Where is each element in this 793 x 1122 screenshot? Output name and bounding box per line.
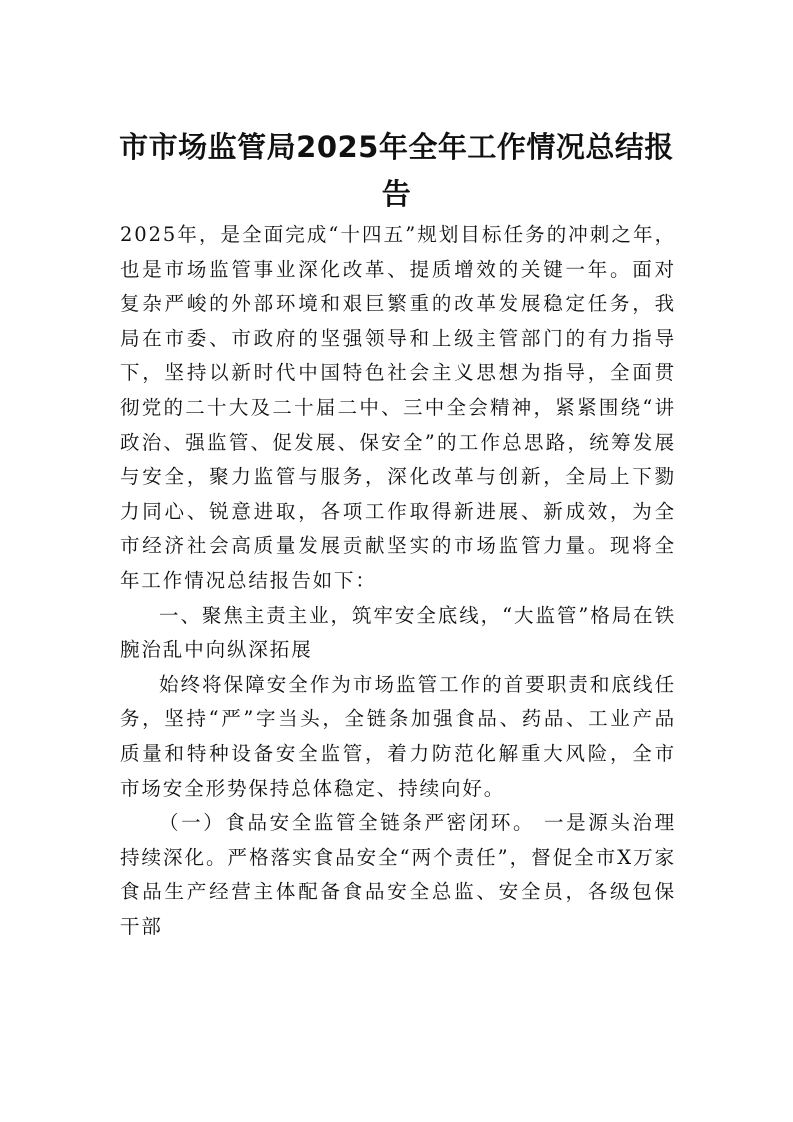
section-1-body: 始终将保障安全作为市场监管工作的首要职责和底线任务，坚持“严”字当头，全链条加强食品、药品、工业产品质量和特种设备安全监管，着力防范化解重大风险，全市市场安全形势保持总体稳定、持续向好。	[120, 672, 676, 800]
document-body	[120, 218, 676, 944]
subsection-1-paragraph: （一）食品安全监管全链条严密闭环。 一是源头治理持续深化。严格落实食品安全“两个责任”，督促全市X万家食品生产经营主体配备食品安全总监、安全员，各级包保干部	[120, 811, 676, 938]
section-1-heading: 一、聚焦主责主业，筑牢安全底线，“大监管”格局在铁腕治乱中向纵深拓展	[120, 603, 676, 662]
intro-paragraph: 2025年，是全面完成“十四五”规划目标任务的冲刺之年，也是市场监管事业深化改革、提质增效的关键一年。面对复杂严峻的外部环境和艰巨繁重的改革发展稳定任务，我局在市委、市政府的坚强领导和上级主管部门的有力指导下，坚持以新时代中国特色社会主义思想为指导，全面贯彻党的二十大及二十届二中、三中全会精神，紧紧围绕“讲政治、强监管、促发展、保安全”的工作总思路，统筹发展与安全，聚力监管与服务，深化改革与创新，全局上下勠力同心、锐意进取，各项工作取得新进展、新成效，为全市经济社会高质量发展贡献坚实的市场监管力量。现将全年工作情况总结报告如下：	[120, 223, 676, 592]
document-title: 市市场监管局2025年全年工作情况总结报告	[119, 130, 674, 211]
